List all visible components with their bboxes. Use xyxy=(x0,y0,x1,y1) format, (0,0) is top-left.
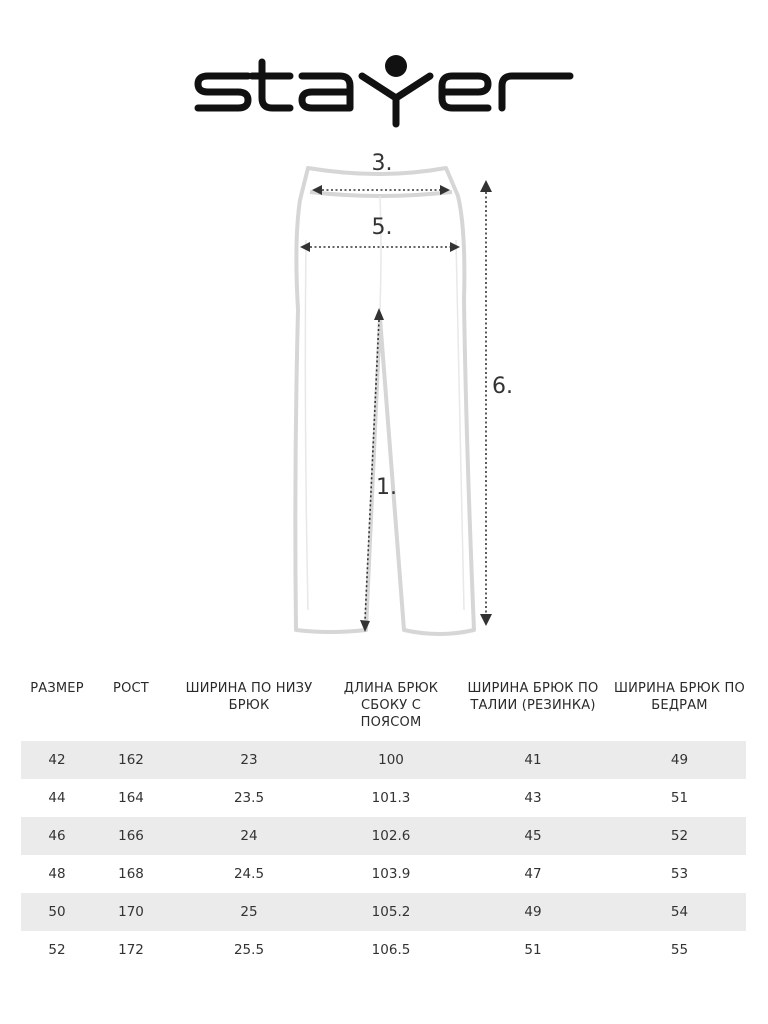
header-hem-width: ШИРИНА ПО НИЗУ БРЮК xyxy=(185,681,313,713)
cell-height: 168 xyxy=(93,855,169,893)
label-6: 6. xyxy=(492,374,513,399)
table-header-row xyxy=(21,680,746,741)
header-height: РОСТ xyxy=(113,681,149,696)
cell-hip-width: 55 xyxy=(613,931,746,969)
cell-waist-width: 45 xyxy=(453,817,613,855)
cell-hem-width: 24 xyxy=(169,817,329,855)
cell-waist-width: 41 xyxy=(453,741,613,779)
table-row xyxy=(21,741,746,779)
cell-waist-width: 43 xyxy=(453,779,613,817)
brand-logo xyxy=(190,52,580,128)
measure-6-side-length xyxy=(480,180,492,626)
cell-hip-width: 52 xyxy=(613,817,746,855)
cell-hip-width: 54 xyxy=(613,893,746,931)
table-row xyxy=(21,893,746,931)
table-row xyxy=(21,855,746,893)
cell-height: 166 xyxy=(93,817,169,855)
cell-hip-width: 51 xyxy=(613,779,746,817)
label-1: 1. xyxy=(376,475,397,500)
cell-hem-width: 23 xyxy=(169,741,329,779)
cell-hem-width: 25.5 xyxy=(169,931,329,969)
header-hip-width: ШИРИНА БРЮК ПО БЕДРАМ xyxy=(614,681,745,713)
cell-height: 164 xyxy=(93,779,169,817)
cell-height: 170 xyxy=(93,893,169,931)
cell-size: 44 xyxy=(21,779,93,817)
cell-height: 172 xyxy=(93,931,169,969)
cell-size: 46 xyxy=(21,817,93,855)
cell-size: 42 xyxy=(21,741,93,779)
label-5: 5. xyxy=(371,215,393,240)
cell-waist-width: 51 xyxy=(453,931,613,969)
waistband-line xyxy=(310,192,452,196)
header-side-length: ДЛИНА БРЮК СБОКУ С ПОЯСОМ xyxy=(343,681,439,730)
table-row xyxy=(21,779,746,817)
label-3: 3. xyxy=(371,151,393,176)
cell-size: 50 xyxy=(21,893,93,931)
table-row xyxy=(21,817,746,855)
trousers-measurement-diagram xyxy=(270,140,540,650)
cell-waist-width: 47 xyxy=(453,855,613,893)
header-size: РАЗМЕР xyxy=(30,681,84,696)
cell-side-length: 106.5 xyxy=(329,931,453,969)
table-row xyxy=(21,931,746,969)
header-waist-width: ШИРИНА БРЮК ПО ТАЛИИ (РЕЗИНКА) xyxy=(467,681,599,713)
cell-waist-width: 49 xyxy=(453,893,613,931)
cell-hem-width: 25 xyxy=(169,893,329,931)
measure-5-hips xyxy=(300,242,460,252)
cell-hip-width: 53 xyxy=(613,855,746,893)
measure-1-inseam xyxy=(360,308,384,632)
cell-side-length: 101.3 xyxy=(329,779,453,817)
cell-hip-width: 49 xyxy=(613,741,746,779)
cell-height: 162 xyxy=(93,741,169,779)
cell-hem-width: 23.5 xyxy=(169,779,329,817)
size-chart-table xyxy=(21,680,746,969)
cell-size: 52 xyxy=(21,931,93,969)
cell-side-length: 103.9 xyxy=(329,855,453,893)
cell-side-length: 102.6 xyxy=(329,817,453,855)
cell-hem-width: 24.5 xyxy=(169,855,329,893)
cell-side-length: 105.2 xyxy=(329,893,453,931)
cell-side-length: 100 xyxy=(329,741,453,779)
cell-size: 48 xyxy=(21,855,93,893)
